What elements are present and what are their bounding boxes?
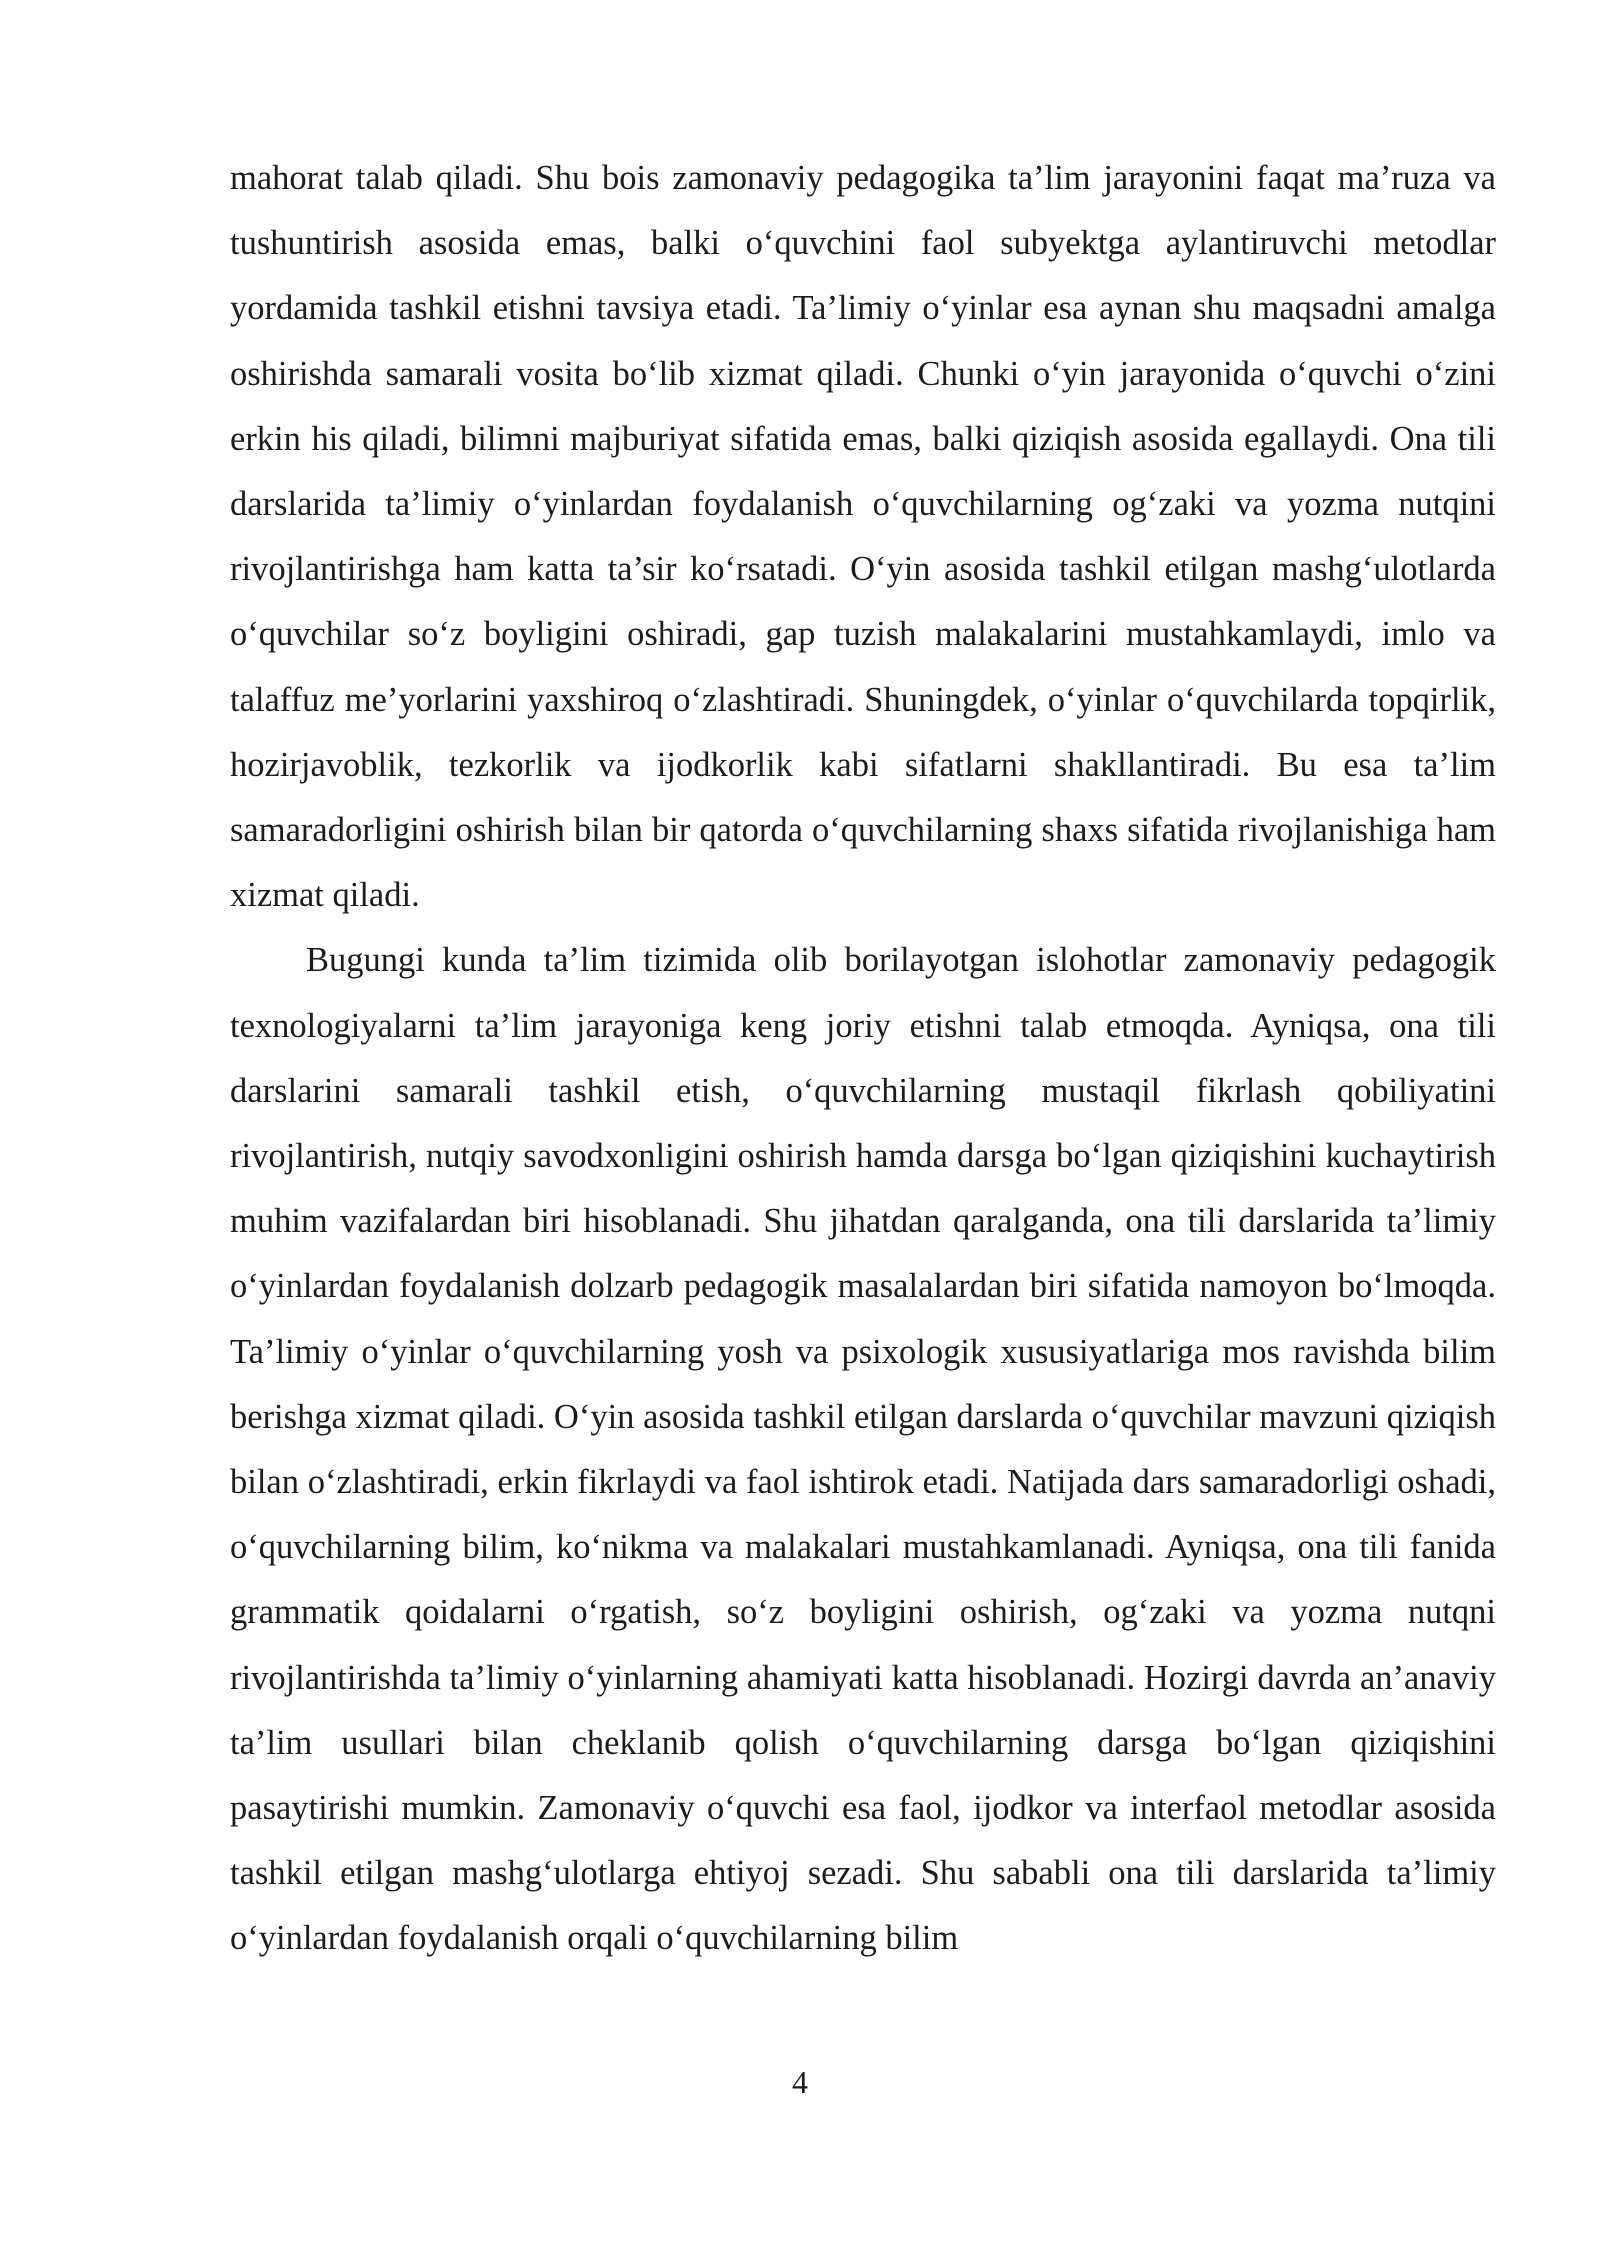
paragraph-1: mahorat talab qiladi. Shu bois zamonaviy pedagogika ta’lim jarayonini faqat ma’ruza va tushuntirish asosida emas, balki o‘quvchini faol subyektga aylantiruvchi metodlar yordamida tashkil etishni tavsiya etadi. Ta’limiy o‘yinlar esa aynan shu maqsadni amalga oshirishda samarali vosita bo‘lib xizmat qiladi. Chunki o‘yin jarayonida o‘quvchi o‘zini erkin his qiladi, bilimni majburiyat sifatida emas, balki qiziqish asosida egallaydi. Ona tili darslarida ta’limiy o‘yinlardan foydalanish o‘quvchilarning og‘zaki va yozma nutqini rivojlantirishga ham katta ta’sir ko‘rsatadi. O‘yin asosida tashkil etilgan mashg‘ulotlarda o‘quvchilar so‘z boyligini oshiradi, gap tuzish malakalarini mustahkamlaydi, imlo va talaffuz me’yorlarini yaxshiroq o‘zlashtiradi. Shuningdek, o‘yinlar o‘quvchilarda topqirlik, hozirjavoblik, tezkorlik va ijodkorlik kabi sifatlarni shakllantiradi. Bu esa ta’lim samaradorligini oshirish bilan bir qatorda o‘quvchilarning shaxs sifatida rivojlanishiga ham xizmat qiladi. bbox=[230, 159, 1496, 915]
paragraph-2: Bugungi kunda ta’lim tizimida olib borilayotgan islohotlar zamonaviy pedagogik texnologiyalarni ta’lim jarayoniga keng joriy etishni talab etmoqda. Ayniqsa, ona tili darslarini samarali tashkil etish, o‘quvchilarning mustaqil fikrlash qobiliyatini rivojlantirish, nutqiy savodxonligini oshirish hamda darsga bo‘lgan qiziqishini kuchaytirish muhim vazifalardan biri hisoblanadi. Shu jihatdan qaralganda, ona tili darslarida ta’limiy o‘yinlardan foydalanish dolzarb pedagogik masalalardan biri sifatida namoyon bo‘lmoqda. Ta’limiy o‘yinlar o‘quvchilarning yosh va psixologik xususiyatlariga mos ravishda bilim berishga xizmat qiladi. O‘yin asosida tashkil etilgan darslarda o‘quvchilar mavzuni qiziqish bilan o‘zlashtiradi, erkin fikrlaydi va faol ishtirok etadi. Natijada dars samaradorligi oshadi, o‘quvchilarning bilim, ko‘nikma va malakalari mustahkamlanadi. Ayniqsa, ona tili fanida grammatik qoidalarni o‘rgatish, so‘z boyligini oshirish, og‘zaki va yozma nutqni rivojlantirishda ta’limiy o‘yinlarning ahamiyati katta hisoblanadi. Hozirgi davrda an’anaviy ta’lim usullari bilan cheklanib qolish o‘quvchilarning darsga bo‘lgan qiziqishini pasaytirishi mumkin. Zamonaviy o‘quvchi esa faol, ijodkor va interfaol metodlar asosida tashkil etilgan mashg‘ulotlarga ehtiyoj sezadi. Shu sababli ona tili darslarida ta’limiy o‘yinlardan foydalanish orqali o‘quvchilarning bilim bbox=[230, 941, 1496, 1958]
body-text bbox=[230, 146, 1496, 1972]
page-number: 4 bbox=[792, 2064, 808, 2100]
